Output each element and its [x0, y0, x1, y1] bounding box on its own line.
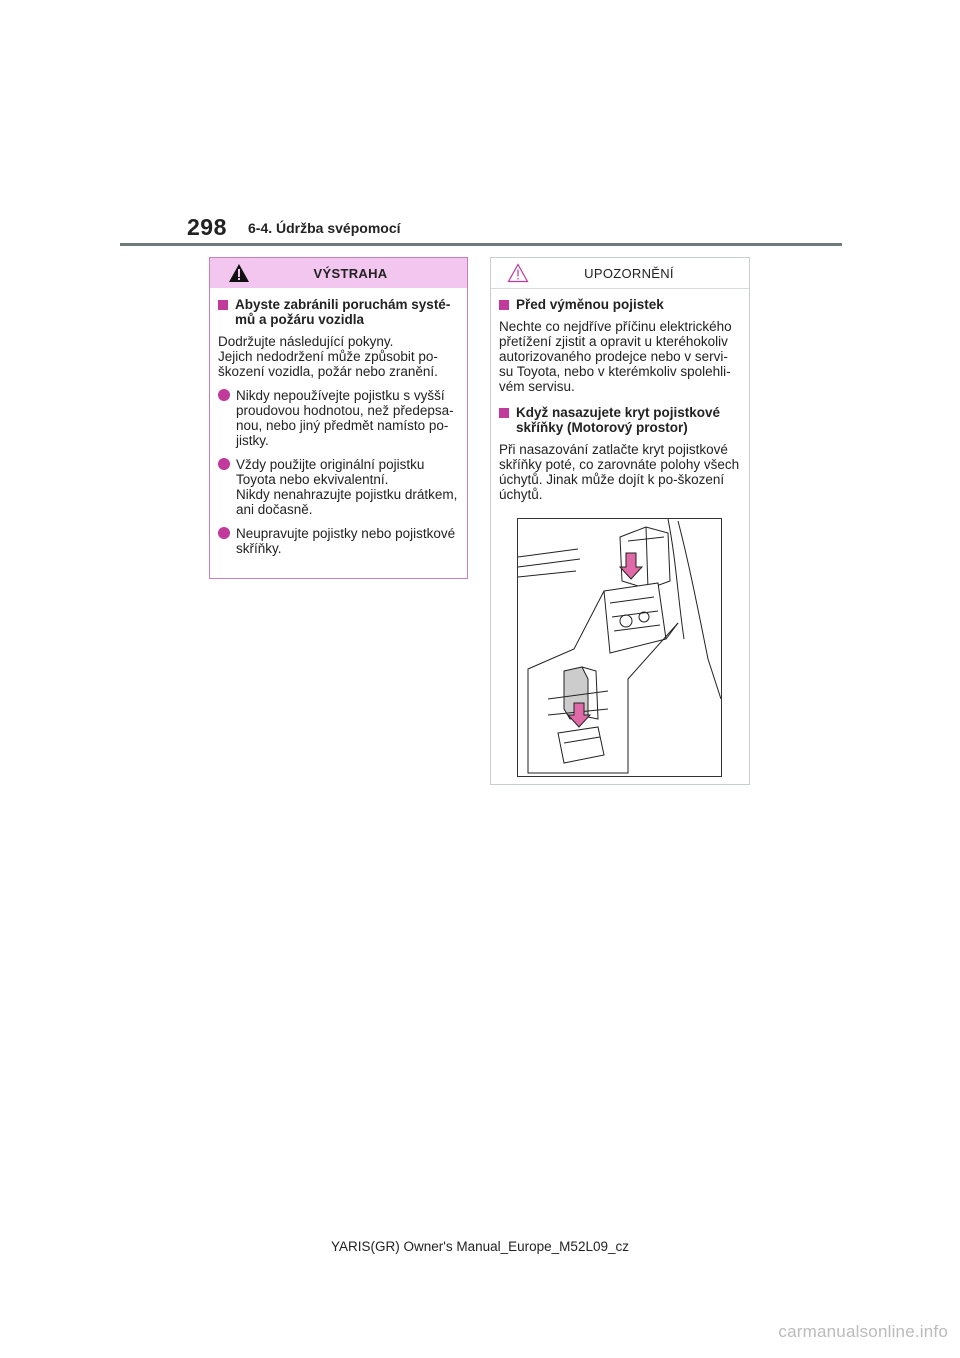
- warning-bullet: [218, 526, 459, 556]
- caution-text: Při nasazování zatlačte kryt pojistkové skříňky poté, co zarovnáte polohy všech úchytů. Jinak může dojít k po-škození úchytů.: [499, 442, 740, 502]
- caution-box: [490, 257, 750, 785]
- watermark: carmanualsonline.info: [778, 1322, 948, 1341]
- caution-text: Nechte co nejdříve příčinu elektrického přetížení zjistit a opravit u kteréhokoliv autorizovaného prodejce nebo v servi-su Toyota, nebo v kterémkoliv spolehli-vém servisu.: [499, 319, 732, 394]
- warning-bullet: [218, 388, 459, 448]
- caution-heading: [499, 405, 741, 435]
- square-bullet-icon: [499, 408, 509, 418]
- warning-intro: Dodržujte následující pokyny. Jejich nedodržení může způsobit po-škození vozidla, požár nebo zranění.: [218, 334, 438, 379]
- page-number: 298: [187, 214, 227, 240]
- caution-heading-text: Před výměnou pojistek: [516, 297, 664, 312]
- warning-body: [210, 288, 467, 556]
- square-bullet-icon: [218, 300, 228, 310]
- section-title: 6-4. Údržba svépomocí: [248, 220, 401, 236]
- caution-heading: [499, 297, 741, 312]
- caution-title: UPOZORNĚNÍ: [584, 265, 674, 281]
- round-bullet-icon: [218, 527, 230, 539]
- fuse-box-drawing: [518, 519, 721, 776]
- warning-title: VÝSTRAHA: [313, 265, 388, 281]
- warning-triangle-icon: [228, 263, 250, 283]
- caution-heading-text: Když nasazujete kryt pojistkové skříňky (Motorový prostor): [516, 405, 721, 435]
- round-bullet-icon: [218, 389, 230, 401]
- caution-body: [491, 289, 749, 502]
- warning-box: [209, 257, 468, 579]
- fuse-box-illustration: [517, 518, 722, 777]
- caution-triangle-icon: [507, 263, 529, 283]
- square-bullet-icon: [499, 300, 509, 310]
- warning-bullet-text: Nikdy nepoužívejte pojistku s vyšší proudovou hodnotou, než předepsa-nou, nebo jiný předmět namísto po-jistky.: [236, 388, 454, 448]
- warning-bullet-text: Neupravujte pojistky nebo pojistkové skříňky.: [236, 526, 456, 556]
- warning-bullet-text: Vždy použijte originální pojistku Toyota nebo ekvivalentní. Nikdy nenahrazujte pojistku drátkem, ani dočasně.: [236, 457, 458, 517]
- header-rule: [120, 243, 842, 246]
- footer-text: YARIS(GR) Owner's Manual_Europe_M52L09_cz: [331, 1239, 629, 1254]
- warning-bullet: [218, 457, 459, 517]
- warning-heading-text: Abyste zabránili poruchám systé-mů a požáru vozidla: [235, 297, 451, 327]
- warning-header: [210, 258, 467, 288]
- warning-heading: [218, 297, 459, 327]
- round-bullet-icon: [218, 458, 230, 470]
- caution-header: [491, 258, 749, 289]
